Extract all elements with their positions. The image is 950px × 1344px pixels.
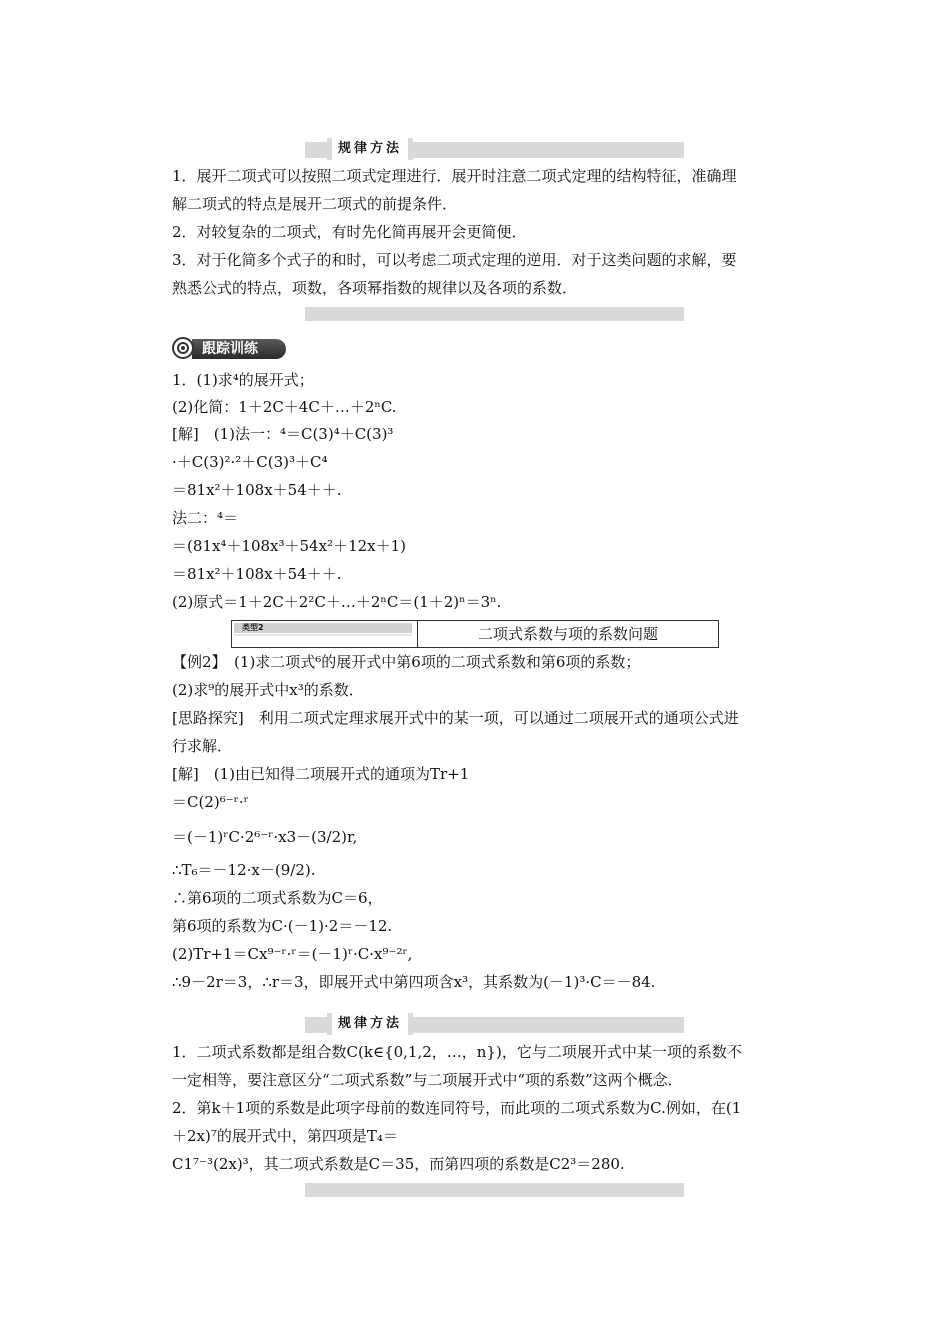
example-line: [思路探究] 利用二项式定理求展开式中的某一项，可以通过二项展开式的通项公式进 [172, 709, 739, 727]
section-end-bar-2 [305, 1183, 684, 1197]
section-banner-1 [305, 142, 684, 158]
example-line: 行求解． [172, 737, 233, 755]
tracking-line: ＝(81x⁴＋108x³＋54x²＋12x＋1) [172, 537, 407, 555]
example-line: ＝C(2)⁶⁻ʳ·ʳ [172, 793, 249, 811]
paragraph-line: 一定相等，要注意区分“二项式系数”与二项展开式中“项的系数”这两个概念． [172, 1071, 683, 1089]
example-line: ＝(－1)ʳC·2⁶⁻ʳ·x3－(3/2)r, [172, 828, 358, 846]
paragraph-line: 熟悉公式的特点，项数，各项幂指数的规律以及各项的系数． [172, 279, 578, 297]
tracking-label: 跟踪训练 [192, 339, 286, 359]
example-line: (2)求⁹的展开式中x³的系数． [172, 681, 364, 699]
tracking-line: (2)原式＝1＋2C＋2²C＋…＋2ⁿC＝(1＋2)ⁿ＝3ⁿ. [172, 593, 502, 611]
tracking-line: 法二：⁴＝ [172, 509, 239, 527]
example-line: ∴9－2r＝3，∴r＝3，即展开式中第四项含x³，其系数为(－1)³·C＝－84. [172, 973, 656, 991]
paragraph-line: 1．二项式系数都是组合数C(k∈{0,1,2，…，n})，它与二项展开式中某一项的系数不 [172, 1043, 742, 1061]
example-line: [解] (1)由已知得二项展开式的通项为Tr+1 [172, 765, 470, 783]
tracking-line: [解] (1)法一：⁴＝C(3)⁴＋C(3)³ [172, 425, 394, 443]
target-icon [172, 337, 194, 359]
type-tag: 类型2 [234, 623, 412, 633]
tracking-line: ＝81x²＋108x＋54＋＋. [172, 481, 342, 499]
paragraph-line: 2．第k＋1项的系数是此项字母前的数连同符号，而此项的二项式系数为C.例如，在(1 [172, 1099, 742, 1117]
example-line: ∴T₆＝－12·x－(9/2). [172, 861, 316, 879]
tracking-line: ·＋C(3)²·²＋C(3)³＋C⁴ [172, 453, 328, 471]
type-tag-underline [234, 634, 412, 636]
example-line: ∴第6项的二项式系数为C＝6， [172, 889, 383, 907]
tracking-line: ＝81x²＋108x＋54＋＋. [172, 565, 342, 583]
type-heading-box [231, 620, 719, 648]
paragraph-line: 2．对较复杂的二项式，有时先化简再展开会更简便． [172, 223, 527, 241]
paragraph-line: 1．展开二项式可以按照二项式定理进行．展开时注意二项式定理的结构特征，准确理 [172, 167, 737, 185]
tracking-line: 1．(1)求⁴的展开式； [172, 371, 314, 389]
example-line: 第6项的系数为C·(－1)·2＝－12. [172, 917, 393, 935]
example-line: (2)Tr+1＝Cx⁹⁻ʳ·ʳ＝(－1)ʳ·C·x⁹⁻²ʳ, [172, 945, 413, 963]
type-title: 二项式系数与项的系数问题 [477, 625, 658, 643]
example-line: 【例2】 (1)求二项式⁶的展开式中第6项的二项式系数和第6项的系数； [172, 653, 641, 671]
paragraph-line: C1⁷⁻³(2x)³，其二项式系数是C＝35，而第四项的系数是C2³＝280. [172, 1155, 625, 1173]
banner-title-1: 规律方法 [327, 138, 413, 160]
section-end-bar-1 [305, 307, 684, 321]
section-banner-2 [305, 1017, 684, 1033]
banner-title-2: 规律方法 [327, 1013, 413, 1035]
paragraph-line: 3．对于化简多个式子的和时，可以考虑二项式定理的逆用．对于这类问题的求解，要 [172, 251, 737, 269]
tracking-line: (2)化简：1＋2C＋4C＋…＋2ⁿC. [172, 398, 397, 416]
paragraph-line: ＋2x)⁷的展开式中，第四项是T₄＝ [172, 1127, 398, 1145]
paragraph-line: 解二项式的特点是展开二项式的前提条件． [172, 195, 458, 213]
